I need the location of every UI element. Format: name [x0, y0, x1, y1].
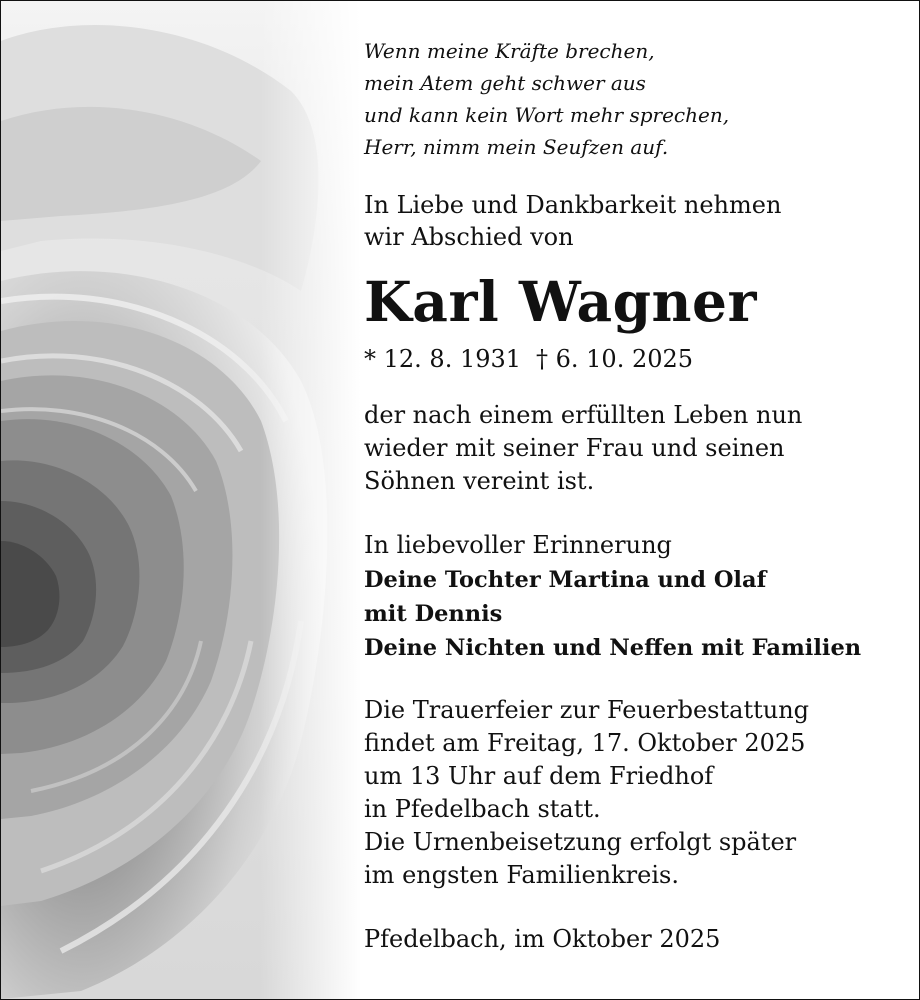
- ceremony-line-6: im engsten Familienkreis.: [364, 861, 679, 889]
- reunion-line-3: Söhnen vereint ist.: [364, 467, 595, 495]
- life-dates: [364, 345, 764, 379]
- mourner-line-3: Deine Nichten und Neffen mit Familien: [364, 635, 862, 661]
- deceased-name: Karl Wagner: [364, 269, 757, 334]
- ceremony-line-1: Die Trauerfeier zur Feuerbestattung: [364, 696, 810, 724]
- mourner-line-2: mit Dennis: [364, 601, 503, 627]
- birth-date: * 12. 8. 1931: [364, 345, 522, 373]
- verse-line-3: und kann kein Wort mehr sprechen,: [364, 103, 730, 127]
- ceremony-line-5: Die Urnenbeisetzung erfolgt später: [364, 828, 797, 856]
- intro-line-1: In Liebe und Dankbarkeit nehmen: [364, 191, 782, 219]
- reunion-line-2: wieder mit seiner Frau und seinen: [364, 434, 785, 462]
- mourner-line-1: Deine Tochter Martina und Olaf: [364, 567, 767, 593]
- verse-line-2: mein Atem geht schwer aus: [364, 71, 646, 95]
- death-date: † 6. 10. 2025: [536, 345, 694, 373]
- verse-line-4: Herr, nimm mein Seufzen auf.: [364, 135, 669, 159]
- reunion-line-1: der nach einem erfüllten Leben nun: [364, 401, 803, 429]
- memory-label: In liebevoller Erinnerung: [364, 531, 672, 559]
- ceremony-line-2: findet am Freitag, 17. Oktober 2025: [364, 729, 806, 757]
- rose-image: [1, 1, 361, 999]
- ceremony-line-3: um 13 Uhr auf dem Friedhof: [364, 762, 714, 790]
- intro-line-2: wir Abschied von: [364, 223, 574, 251]
- place-date: Pfedelbach, im Oktober 2025: [364, 925, 721, 953]
- ceremony-line-4: in Pfedelbach statt.: [364, 795, 601, 823]
- verse-line-1: Wenn meine Kräfte brechen,: [364, 39, 655, 63]
